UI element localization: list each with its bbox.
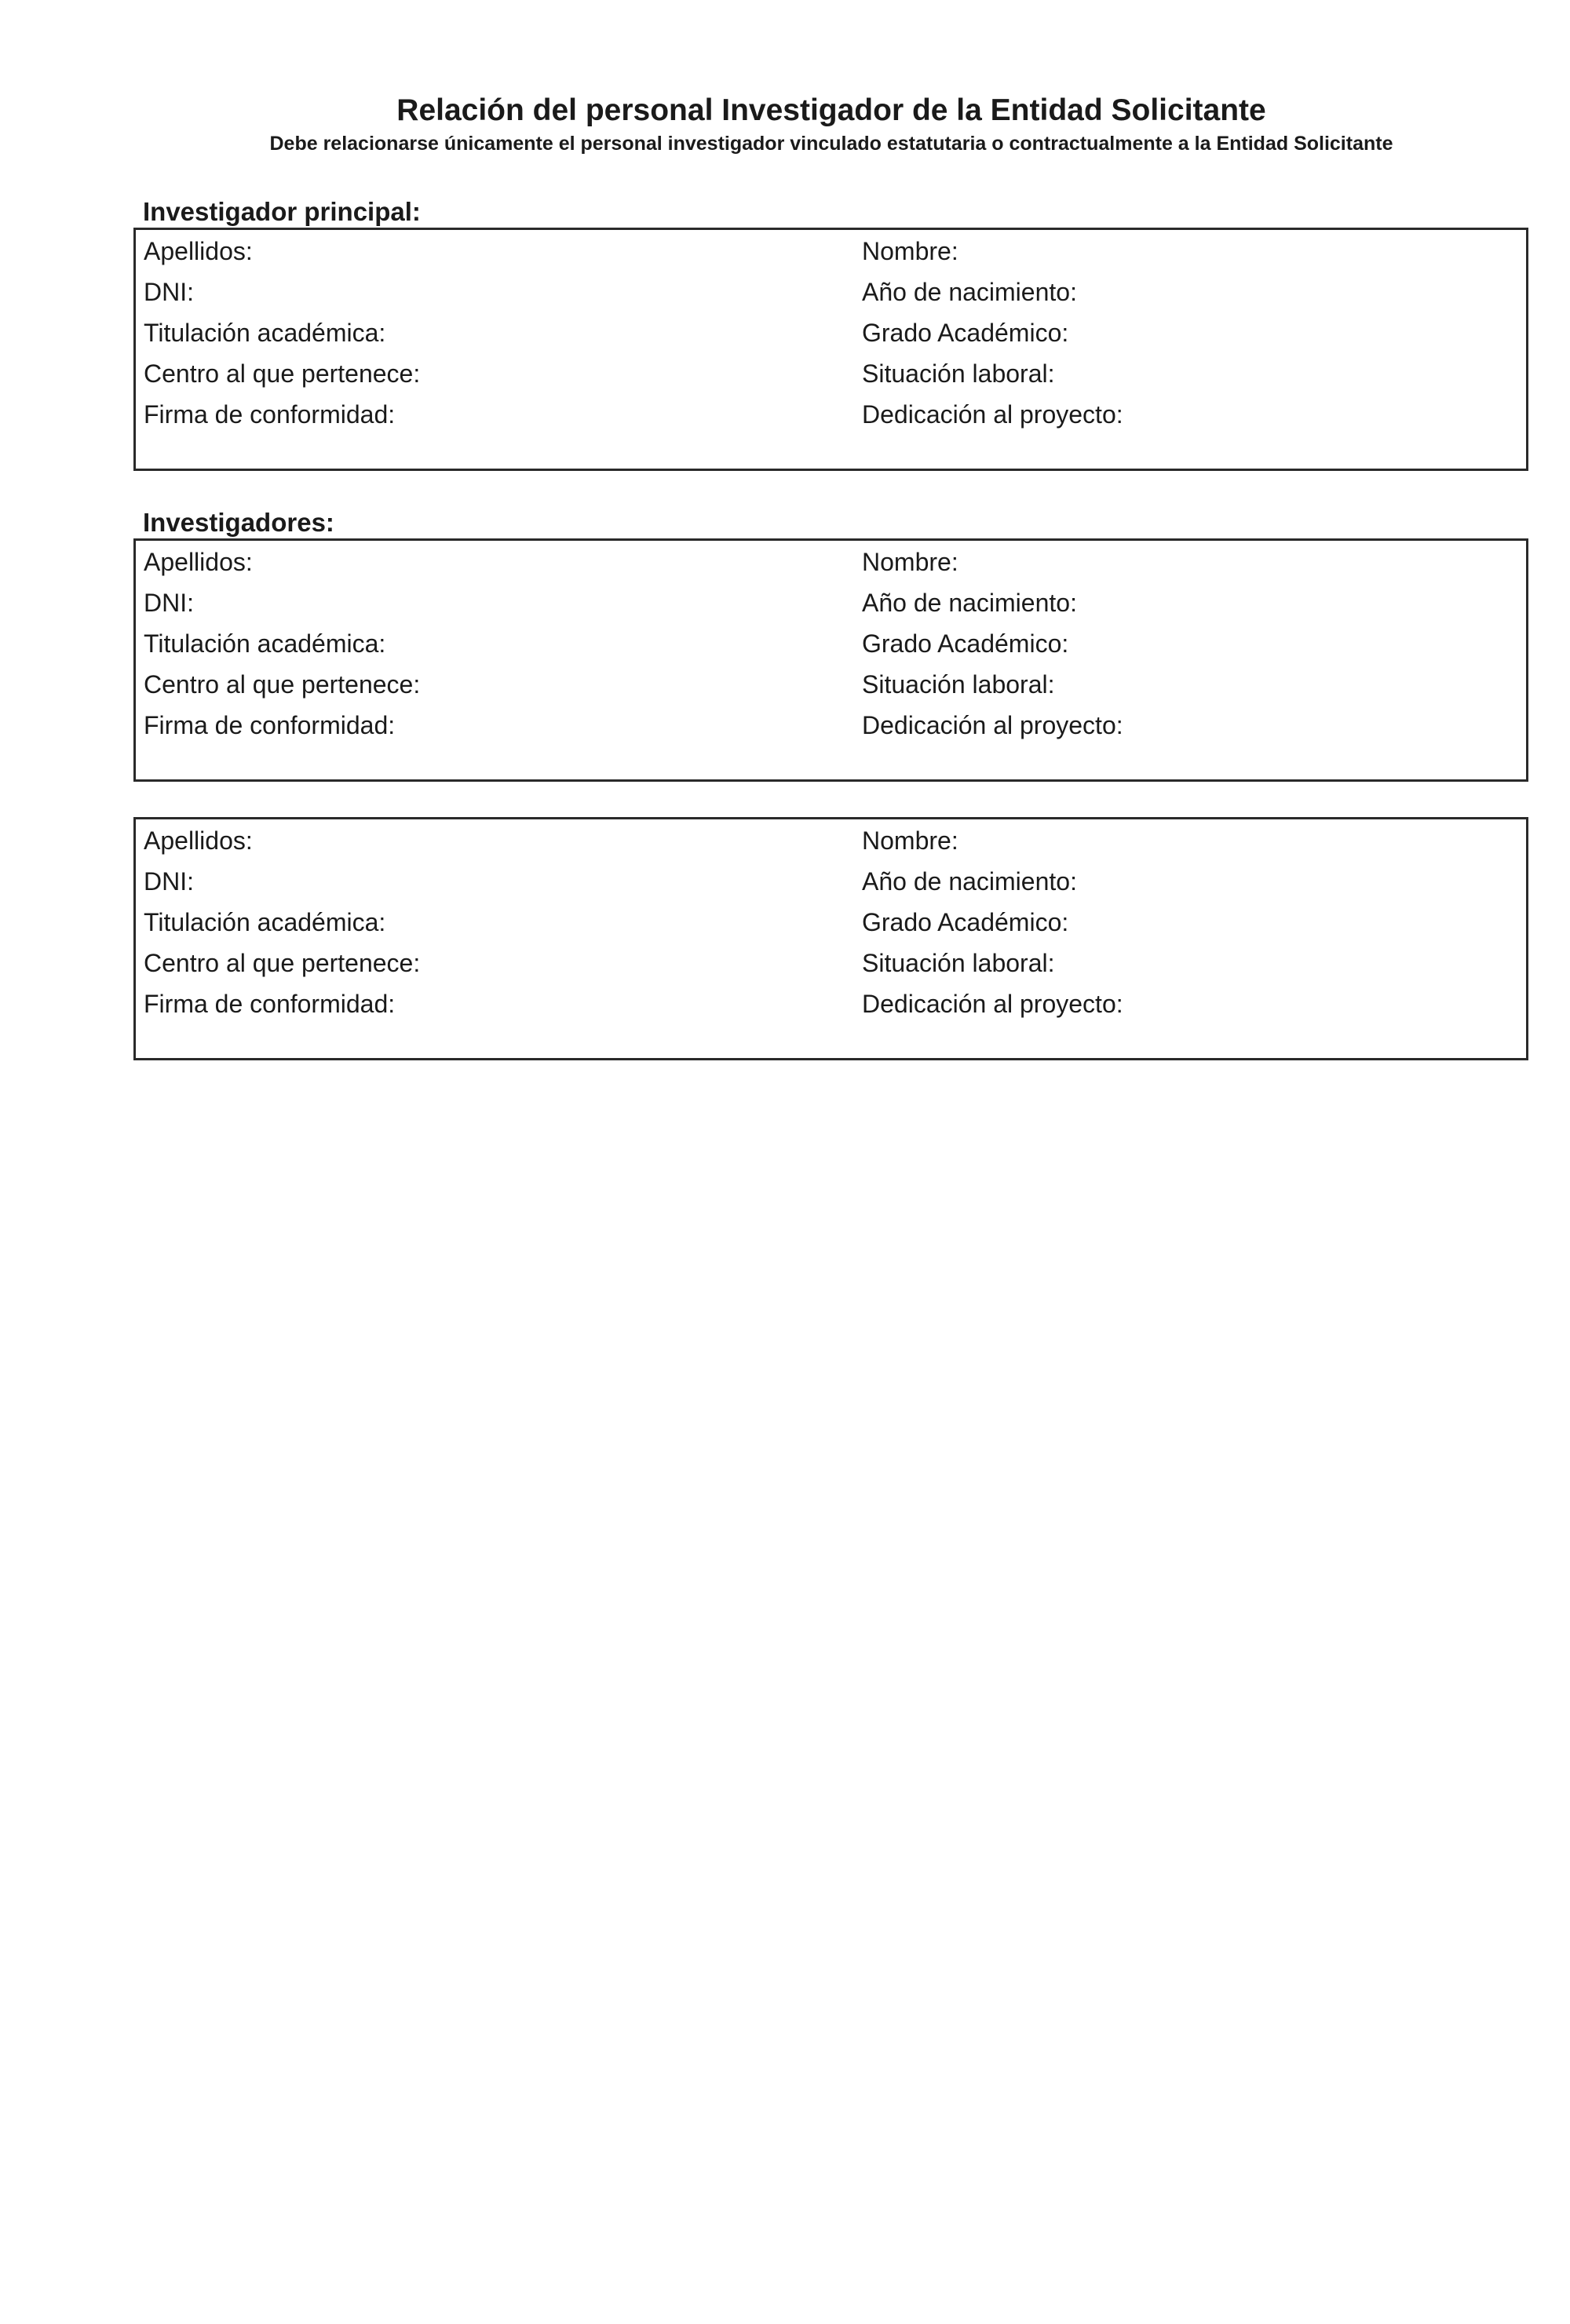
field-firma: Firma de conformidad:	[144, 400, 396, 429]
field-nombre: Nombre:	[862, 237, 958, 265]
document-subtitle: Debe relacionarse únicamente el personal investigador vinculado estatutaria o contractualmente a la Entidad Solicitante	[269, 133, 1393, 155]
field-ano-nacimiento: Año de nacimiento:	[862, 867, 1077, 896]
section-heading-principal: Investigador principal:	[143, 197, 421, 226]
field-dni: DNI:	[144, 278, 194, 306]
researcher-box-1	[133, 538, 1528, 782]
field-nombre: Nombre:	[862, 826, 958, 855]
field-centro: Centro al que pertenece:	[144, 670, 421, 699]
field-situacion-laboral: Situación laboral:	[862, 670, 1055, 699]
field-situacion-laboral: Situación laboral:	[862, 359, 1055, 388]
field-titulacion: Titulación académica:	[144, 319, 386, 347]
field-titulacion: Titulación académica:	[144, 908, 386, 936]
field-dni: DNI:	[144, 589, 194, 617]
field-grado-academico: Grado Académico:	[862, 629, 1069, 658]
field-dedicacion: Dedicación al proyecto:	[862, 990, 1123, 1018]
field-centro: Centro al que pertenece:	[144, 949, 421, 977]
section-heading-investigadores: Investigadores:	[143, 508, 334, 537]
field-dedicacion: Dedicación al proyecto:	[862, 400, 1123, 429]
field-titulacion: Titulación académica:	[144, 629, 386, 658]
document-title: Relación del personal Investigador de la Entidad Solicitante	[396, 93, 1266, 127]
researcher-box-2	[133, 817, 1528, 1060]
field-dni: DNI:	[144, 867, 194, 896]
field-ano-nacimiento: Año de nacimiento:	[862, 278, 1077, 306]
field-apellidos: Apellidos:	[144, 826, 253, 855]
field-firma: Firma de conformidad:	[144, 990, 396, 1018]
field-situacion-laboral: Situación laboral:	[862, 949, 1055, 977]
field-ano-nacimiento: Año de nacimiento:	[862, 589, 1077, 617]
field-dedicacion: Dedicación al proyecto:	[862, 711, 1123, 739]
field-firma: Firma de conformidad:	[144, 711, 396, 739]
field-apellidos: Apellidos:	[144, 237, 253, 265]
field-nombre: Nombre:	[862, 548, 958, 576]
field-centro: Centro al que pertenece:	[144, 359, 421, 388]
field-grado-academico: Grado Académico:	[862, 319, 1069, 347]
researcher-box-principal	[133, 228, 1528, 471]
field-grado-academico: Grado Académico:	[862, 908, 1069, 936]
field-apellidos: Apellidos:	[144, 548, 253, 576]
